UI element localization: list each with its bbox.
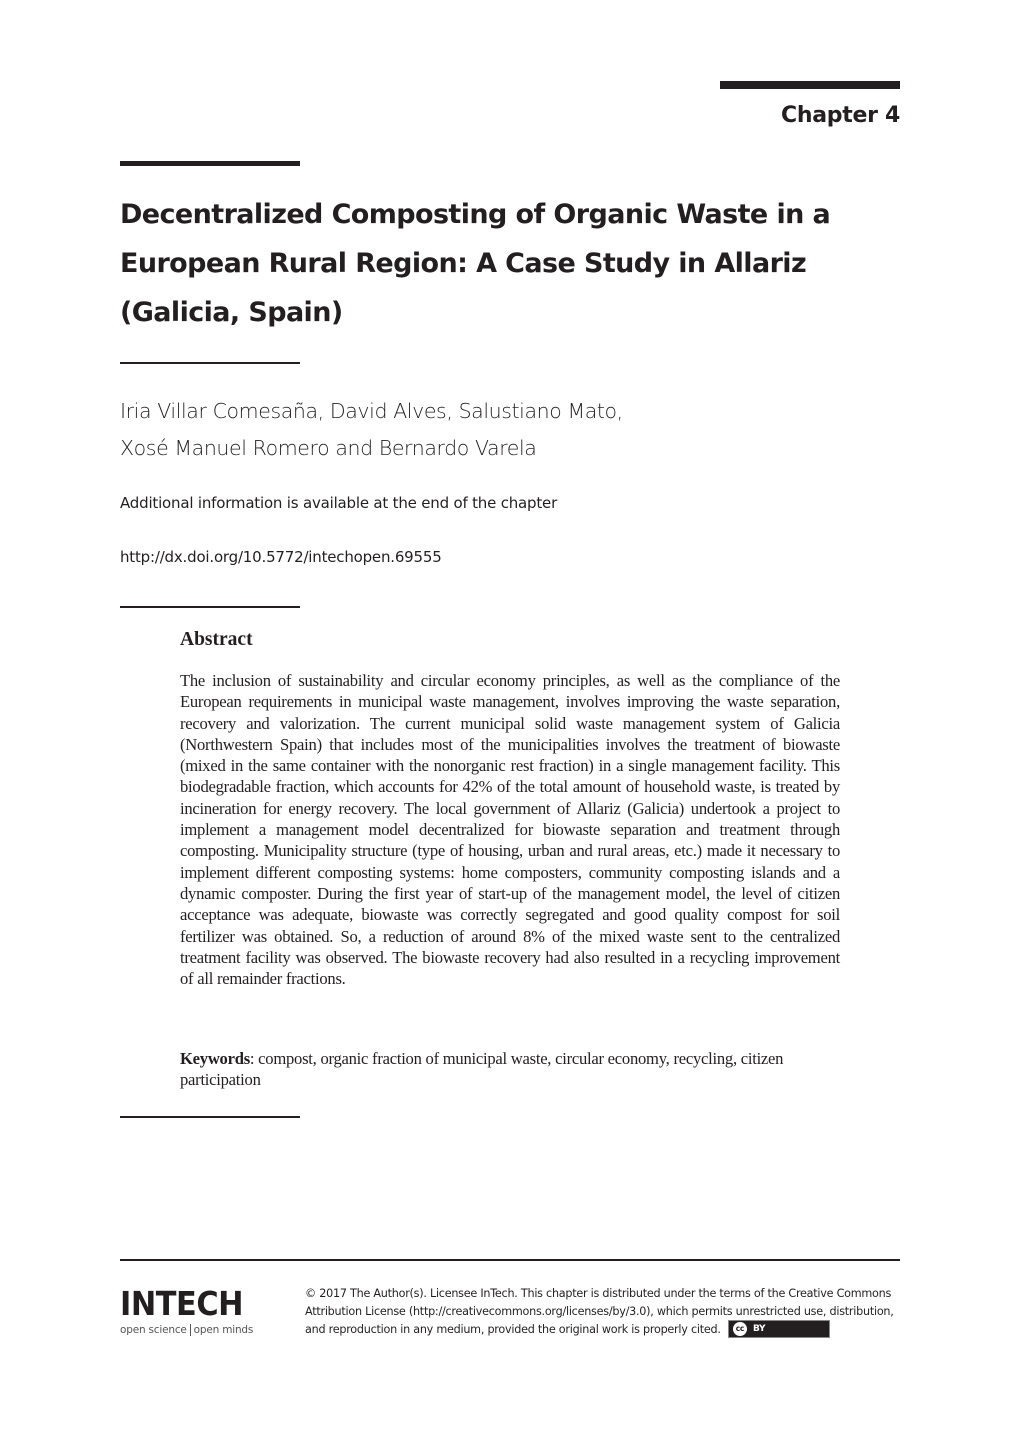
title-top-rule [120, 161, 300, 166]
tagline-separator [190, 1324, 191, 1336]
article-title: Decentralized Composting of Organic Waste in a European Rural Region: A Case Study in Allariz (Galicia, Spain) [120, 199, 831, 328]
tagline-right: open minds [193, 1324, 254, 1336]
title-bottom-rule [120, 362, 300, 364]
author-line: Iria Villar Comesaña, David Alves, Salustiano Mato, [120, 399, 623, 423]
abstract-heading: Abstract [180, 629, 253, 650]
logo-wordmark: INTECH [120, 1284, 244, 1323]
cc-by-label: BY [752, 1324, 766, 1334]
intech-logo [120, 1284, 254, 1336]
abstract-top-rule [120, 606, 300, 608]
keywords-list: : compost, organic fraction of municipal waste, circular economy, recycling, citizen participation [180, 1049, 784, 1090]
license-notice [305, 1285, 915, 1339]
abstract-bottom-rule [120, 1116, 300, 1118]
author-list [120, 393, 820, 467]
cc-by-badge[interactable] [728, 1320, 830, 1338]
footer-rule [120, 1259, 900, 1261]
abstract-body: The inclusion of sustainability and circular economy principles, as well as the compliance of the European requirements in municipal waste management, involves improving the waste separation, recovery and valorization. The current municipal solid waste management system of Galicia (Northwestern Spain) that includes most of the municipalities involves the treatment of biowaste (mixed in the same container with the nonorganic rest fraction) in a single management facility. This biodegradable fraction, which accounts for 42% of the total amount of household waste, is treated by incineration for energy recovery. The local government of Allariz (Galicia) undertook a project to implement a management model decentralized for biowaste separation and treatment through composting. Municipality structure (type of housing, urban and rural areas, etc.) made it necessary to implement different composting systems: home composters, community composting islands and a dynamic composter. During the first year of start-up of the management model, the level of citizen acceptance was adequate, biowaste was correctly segregated and good quality compost for soil fertilizer was obtained. So, a reduction of around 8% of the mixed waste sent to the centralized treatment facility was observed. The biowaste recovery had also resulted in a recycling improvement of all remainder fractions. [180, 671, 840, 989]
tagline-left: open science [120, 1324, 187, 1336]
keywords-label: Keywords [180, 1049, 250, 1068]
chapter-label: Chapter 4 [781, 103, 900, 128]
author-line: Xosé Manuel Romero and Bernardo Varela [120, 436, 537, 460]
creative-commons-icon: cc [732, 1321, 748, 1337]
logo-tagline [120, 1324, 254, 1336]
license-text: © 2017 The Author(s). Licensee InTech. This chapter is distributed under the terms of the Creative Commons Attribution License (http://creativecommons.org/licenses/by/3.0), which permits unrestricted use, distribution, and reproduction in any medium, provided the original work is properly cited. [305, 1287, 894, 1336]
chapter-rule [720, 81, 900, 89]
additional-info-note: Additional information is available at the end of the chapter [120, 494, 558, 512]
doi-link[interactable]: http://dx.doi.org/10.5772/intechopen.69555 [120, 548, 442, 566]
keywords [180, 1048, 840, 1091]
